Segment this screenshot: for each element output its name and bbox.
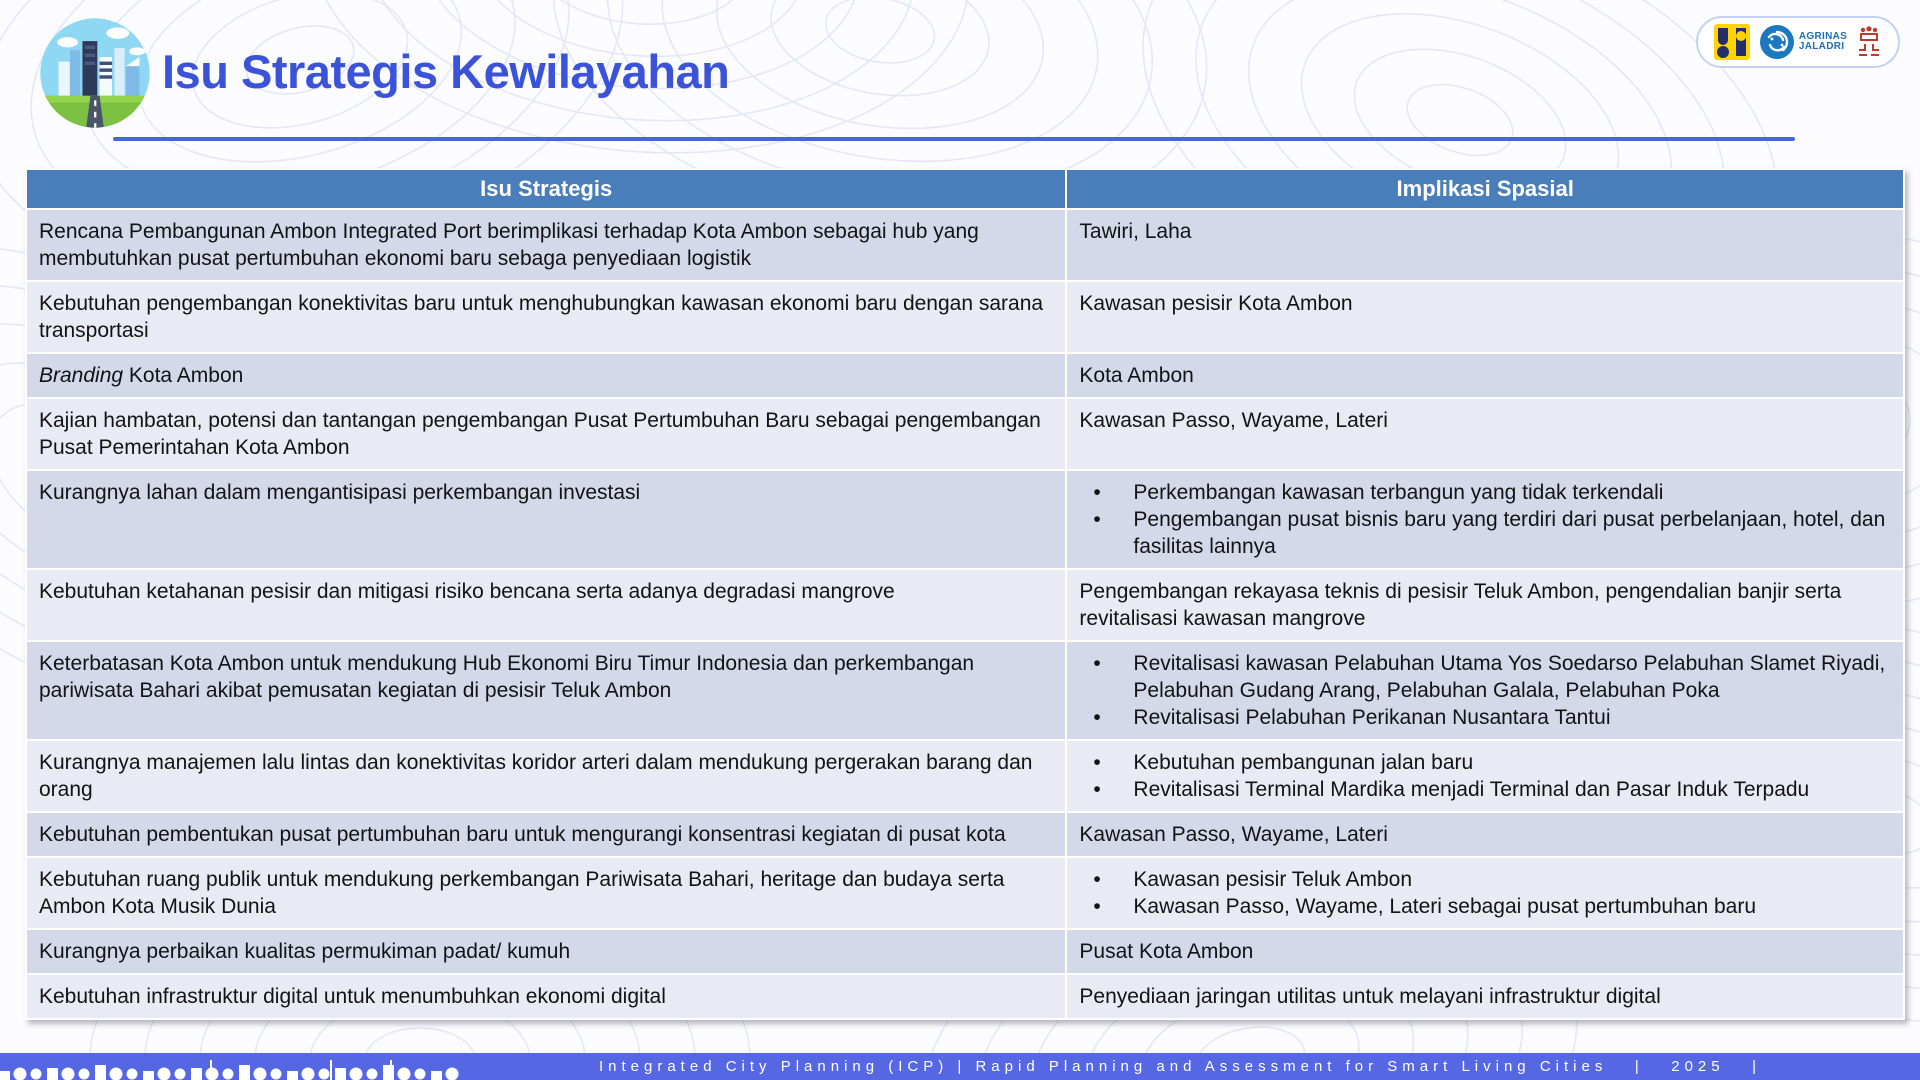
issues-table [25,168,1905,1020]
implication-cell [1066,857,1904,929]
issue-cell: Kebutuhan ketahanan pesisir dan mitigasi risiko bencana serta adanya degradasi mangrove [26,569,1066,641]
issue-cell: Kajian hambatan, potensi dan tantangan pengembangan Pusat Pertumbuhan Baru sebagai pengembangan Pusat Pemerintahan Kota Ambon [26,398,1066,470]
bullet-text: Kawasan pesisir Teluk Ambon [1133,868,1413,891]
table-row [26,281,1904,353]
bullet-marker: • [1093,508,1101,531]
bullet-item [1079,650,1891,704]
bullet-item [1079,749,1891,776]
implication-cell [1066,470,1904,569]
agrinas-label-line1: AGRINAS [1798,30,1848,42]
title-underline [113,137,1795,141]
bullet-item [1079,776,1891,803]
bullet-text: Revitalisasi Terminal Mardika menjadi Terminal dan Pasar Induk Terpadu [1133,778,1810,801]
bullet-marker: • [1093,778,1101,801]
agrinas-jaladri-logo [1759,24,1847,60]
issue-cell: Rencana Pembangunan Ambon Integrated Port berimplikasi terhadap Kota Ambon sebagai hub yang membutuhkan pusat pertumbuhan ekonomi baru sebaga penyediaan logistik [26,209,1066,281]
issue-cell: Kurangnya perbaikan kualitas permukiman padat/ kumuh [26,929,1066,974]
footer-text: Integrated City Planning (ICP) | Rapid Planning and Assessment for Smart Living Cities | 2025 | [598,1058,1761,1075]
bullet-item [1079,893,1891,920]
issue-cell: Kurangnya manajemen lalu lintas dan konektivitas koridor arteri dalam mendukung pergerakan barang dan orang [26,740,1066,812]
implication-cell: Pengembangan rekayasa teknis di pesisir Teluk Ambon, pengendalian banjir serta revitalisasi kawasan mangrove [1066,569,1904,641]
implication-cell: Tawiri, Laha [1066,209,1904,281]
city-skyline-icon [0,1053,470,1080]
table-row [26,641,1904,740]
implication-cell: Pusat Kota Ambon [1066,929,1904,974]
table-body [26,209,1904,1019]
bullet-marker: • [1093,868,1101,891]
table-row [26,812,1904,857]
issue-cell: Branding Kota Ambon [26,353,1066,398]
footer-bar [0,1053,1920,1080]
table-row [26,857,1904,929]
bullet-item [1079,704,1891,731]
bullet-item [1079,479,1891,506]
issue-cell: Keterbatasan Kota Ambon untuk mendukung Hub Ekonomi Biru Timur Indonesia dan perkembangan pariwisata Bahari akibat pemusatan kegiatan di pesisir Teluk Ambon [26,641,1066,740]
table-row [26,470,1904,569]
page-title: Isu Strategis Kewilayahan [162,45,730,98]
bullet-marker: • [1093,481,1101,504]
implication-cell: Kota Ambon [1066,353,1904,398]
bullet-marker: • [1093,652,1101,675]
issue-cell: Kebutuhan pengembangan konektivitas baru untuk menghubungkan kawasan ekonomi baru dengan sarana transportasi [26,281,1066,353]
implication-cell: Kawasan pesisir Kota Ambon [1066,281,1904,353]
table-row [26,353,1904,398]
bullet-item [1079,506,1891,560]
issue-cell: Kebutuhan infrastruktur digital untuk menumbuhkan ekonomi digital [26,974,1066,1019]
bullet-text: Pengembangan pusat bisnis baru yang terdiri dari pusat perbelanjaan, hotel, dan fasilitas lainnya [1133,508,1886,558]
table-row [26,569,1904,641]
issue-cell: Kebutuhan ruang publik untuk mendukung perkembangan Pariwisata Bahari, heritage dan budaya serta Ambon Kota Musik Dunia [26,857,1066,929]
table-row [26,974,1904,1019]
bullet-marker: • [1093,706,1101,729]
city-circle-icon [38,16,152,130]
table-row [26,398,1904,470]
table-row [26,929,1904,974]
table-row [26,740,1904,812]
implication-cell: Kawasan Passo, Wayame, Lateri [1066,398,1904,470]
bullet-text: Revitalisasi kawasan Pelabuhan Utama Yos Soedarso Pelabuhan Slamet Riyadi, Pelabuhan Gudang Arang, Pelabuhan Galala, Pelabuhan Poka [1133,652,1886,702]
implication-cell: Kawasan Passo, Wayame, Lateri [1066,812,1904,857]
bullet-text: Kebutuhan pembangunan jalan baru [1133,751,1474,774]
column-header-implikasi-spasial: Implikasi Spasial [1066,169,1904,209]
bullet-marker: • [1093,895,1101,918]
table-row [26,209,1904,281]
column-header-isu-strategis: Isu Strategis [26,169,1066,209]
pu-ministry-logo-icon [1714,24,1750,60]
bullet-marker: • [1093,751,1101,774]
bullet-text: Revitalisasi Pelabuhan Perikanan Nusantara Tantui [1133,706,1611,729]
bullet-item [1079,866,1891,893]
implication-cell: Penyediaan jaringan utilitas untuk melayani infrastruktur digital [1066,974,1904,1019]
agrinas-circle-icon [1759,24,1795,60]
issues-table-container [25,168,1905,1020]
issue-cell: Kebutuhan pembentukan pusat pertumbuhan baru untuk mengurangi konsentrasi kegiatan di pusat kota [26,812,1066,857]
agrinas-label-line2: JALADRI [1798,41,1845,52]
implication-cell [1066,641,1904,740]
red-emblem-logo-icon [1856,26,1882,58]
bullet-text: Perkembangan kawasan terbangun yang tidak terkendali [1133,481,1664,504]
table-header-row [26,169,1904,209]
implication-cell [1066,740,1904,812]
logo-bar [1696,16,1900,68]
bullet-text: Kawasan Passo, Wayame, Lateri sebagai pusat pertumbuhan baru [1133,895,1756,918]
issue-cell: Kurangnya lahan dalam mengantisipasi perkembangan investasi [26,470,1066,569]
